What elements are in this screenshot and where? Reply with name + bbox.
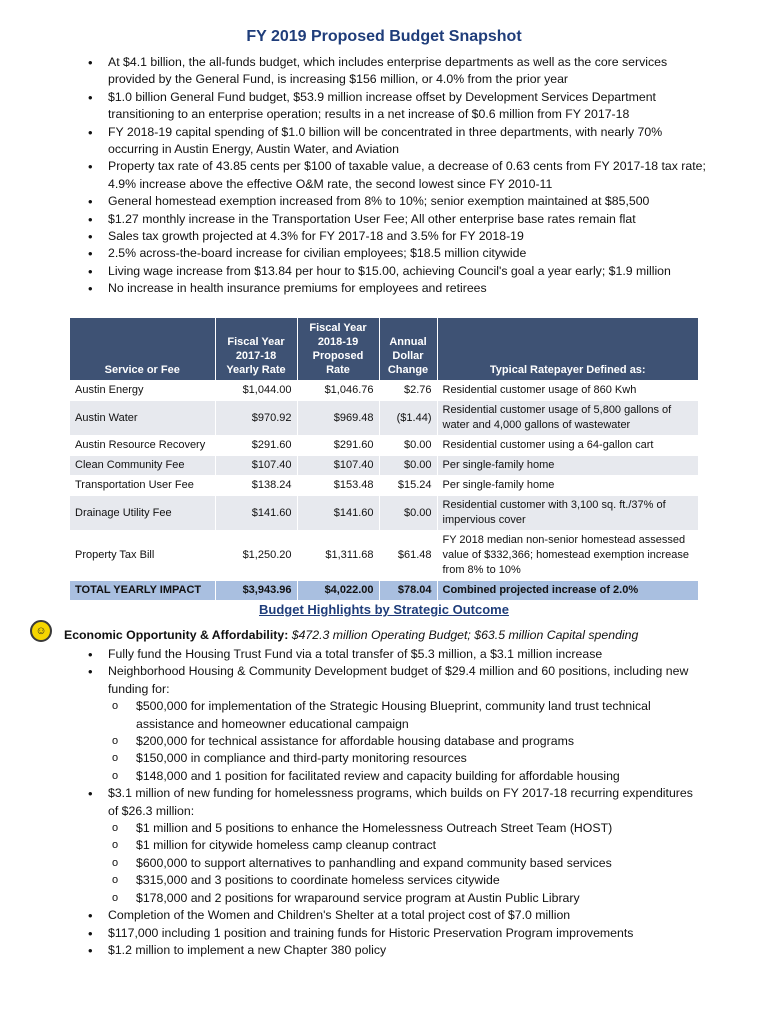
- sub-bullet: o $500,000 for implementation of the Strategic Housing Blueprint, community land trust technical assistance and homeowner educational campaign: [112, 698, 706, 733]
- cell-total-fy18: $3,943.96: [215, 581, 297, 601]
- highlight-bullet: • Completion of the Women and Children's Shelter at a total project cost of $7.0 million: [86, 907, 706, 924]
- summary-bullet: • At $4.1 billion, the all-funds budget, which includes enterprise departments as well as the core services provided by the General Fund, is increasing $156 million, or 4.0% from the prior year: [86, 54, 706, 89]
- cell-change: ($1.44): [379, 401, 437, 436]
- header-fy19: Fiscal Year 2018-19 Proposed Rate: [297, 318, 379, 381]
- highlight-bullet-housing: [86, 663, 706, 785]
- cell-fy19: $1,311.68: [297, 531, 379, 581]
- section-heading: [64, 628, 638, 642]
- cell-ratepayer: Per single-family home: [437, 456, 698, 476]
- cell-service: Transportation User Fee: [70, 476, 215, 496]
- section-detail: $472.3 million Operating Budget; $63.5 million Capital spending: [291, 628, 639, 642]
- summary-bullet-list: [86, 54, 706, 298]
- summary-bullet: • Sales tax growth projected at 4.3% for FY 2017-18 and 3.5% for FY 2018-19: [86, 228, 706, 245]
- sub-bullet: o $315,000 and 3 positions to coordinate homeless services citywide: [112, 872, 706, 889]
- cell-fy18: $138.24: [215, 476, 297, 496]
- badge-glyph: ☺: [35, 624, 47, 637]
- cell-change: $61.48: [379, 531, 437, 581]
- cell-change: $0.00: [379, 456, 437, 476]
- header-fy18: Fiscal Year 2017-18 Yearly Rate: [215, 318, 297, 381]
- highlights-list: [86, 646, 706, 959]
- housing-sub-list: [112, 698, 706, 785]
- sub-bullet: o $1 million and 5 positions to enhance the Homelessness Outreach Street Team (HOST): [112, 820, 706, 837]
- highlight-bullet: • Fully fund the Housing Trust Fund via a total transfer of $5.3 million, a $3.1 million increase: [86, 646, 706, 663]
- section-name: Economic Opportunity & Affordability:: [64, 628, 289, 642]
- sub-bullet: o $600,000 to support alternatives to panhandling and expand community based services: [112, 855, 706, 872]
- table-row: [70, 476, 698, 496]
- cell-fy18: $1,250.20: [215, 531, 297, 581]
- page-title: FY 2019 Proposed Budget Snapshot: [246, 28, 522, 45]
- highlight-text: Neighborhood Housing & Community Development budget of $29.4 million and 60 positions, including new funding for:: [108, 664, 689, 696]
- cell-fy19: $153.48: [297, 476, 379, 496]
- summary-bullet: • Living wage increase from $13.84 per hour to $15.00, achieving Council's goal a year early; $1.9 million: [86, 263, 706, 280]
- table-row: [70, 381, 698, 401]
- summary-bullet: • $1.0 billion General Fund budget, $53.9 million increase offset by Development Services Department transitioning to an enterprise operation; results in a net increase of $0.6 million from FY 2017-18: [86, 89, 706, 124]
- table-header-row: [70, 318, 698, 381]
- sub-bullet: o $178,000 and 2 positions for wraparound service program at Austin Public Library: [112, 890, 706, 907]
- cell-fy19: $107.40: [297, 456, 379, 476]
- highlight-bullet: • $1.2 million to implement a new Chapter 380 policy: [86, 942, 706, 959]
- cell-total-label: TOTAL YEARLY IMPACT: [70, 581, 215, 601]
- highlight-text: $3.1 million of new funding for homelessness programs, which builds on FY 2017-18 recurring expenditures of $26.3 million:: [108, 786, 693, 818]
- sub-bullet: o $148,000 and 1 position for facilitated review and capacity building for affordable housing: [112, 768, 706, 785]
- cell-total-change: $78.04: [379, 581, 437, 601]
- cell-fy18: $291.60: [215, 436, 297, 456]
- highlight-bullet: • $117,000 including 1 position and training funds for Historic Preservation Program improvements: [86, 925, 706, 942]
- sub-bullet: o $150,000 in compliance and third-party monitoring resources: [112, 750, 706, 767]
- table-total-row: [70, 581, 698, 601]
- cell-fy18: $107.40: [215, 456, 297, 476]
- table-row: [70, 531, 698, 581]
- header-change: Annual Dollar Change: [379, 318, 437, 381]
- table-row: [70, 436, 698, 456]
- cell-ratepayer: Residential customer usage of 860 Kwh: [437, 381, 698, 401]
- cell-service: Austin Energy: [70, 381, 215, 401]
- cell-ratepayer: FY 2018 median non-senior homestead assessed value of $332,366; homestead exemption increase from 8% to 10%: [437, 531, 698, 581]
- header-service: Service or Fee: [70, 318, 215, 381]
- table-row: [70, 496, 698, 531]
- cell-ratepayer: Per single-family home: [437, 476, 698, 496]
- cell-service: Clean Community Fee: [70, 456, 215, 476]
- summary-bullet: • General homestead exemption increased from 8% to 10%; senior exemption maintained at $85,500: [86, 193, 706, 210]
- summary-bullet: • 2.5% across-the-board increase for civilian employees; $18.5 million citywide: [86, 245, 706, 262]
- cell-service: Drainage Utility Fee: [70, 496, 215, 531]
- economic-opportunity-badge-icon: [30, 620, 52, 642]
- sub-bullet: o $200,000 for technical assistance for affordable housing database and programs: [112, 733, 706, 750]
- cell-change: $0.00: [379, 496, 437, 531]
- cell-ratepayer: Residential customer usage of 5,800 gallons of water and 4,000 gallons of wastewater: [437, 401, 698, 436]
- cell-total-fy19: $4,022.00: [297, 581, 379, 601]
- table-row: [70, 401, 698, 436]
- cell-fy19: $969.48: [297, 401, 379, 436]
- homelessness-sub-list: [112, 820, 706, 907]
- cell-change: $0.00: [379, 436, 437, 456]
- summary-bullet: • $1.27 monthly increase in the Transportation User Fee; All other enterprise base rates remain flat: [86, 211, 706, 228]
- cell-service: Austin Resource Recovery: [70, 436, 215, 456]
- cell-ratepayer: Residential customer using a 64-gallon cart: [437, 436, 698, 456]
- cell-change: $2.76: [379, 381, 437, 401]
- cell-fy19: $291.60: [297, 436, 379, 456]
- cell-fy19: $1,046.76: [297, 381, 379, 401]
- summary-bullet: • FY 2018-19 capital spending of $1.0 billion will be concentrated in three departments, with nearly 70% occurring in Austin Energy, Austin Water, and Aviation: [86, 124, 706, 159]
- highlights-heading: Budget Highlights by Strategic Outcome: [259, 602, 509, 617]
- sub-bullet: o $1 million for citywide homeless camp cleanup contract: [112, 837, 706, 854]
- cell-service: Austin Water: [70, 401, 215, 436]
- summary-bullet: • No increase in health insurance premiums for employees and retirees: [86, 280, 706, 297]
- rate-impact-table: [70, 318, 698, 600]
- cell-fy18: $1,044.00: [215, 381, 297, 401]
- cell-fy18: $970.92: [215, 401, 297, 436]
- cell-change: $15.24: [379, 476, 437, 496]
- cell-total-desc: Combined projected increase of 2.0%: [437, 581, 698, 601]
- highlight-bullet-homelessness: [86, 785, 706, 907]
- cell-ratepayer: Residential customer with 3,100 sq. ft./37% of impervious cover: [437, 496, 698, 531]
- summary-bullet: • Property tax rate of 43.85 cents per $100 of taxable value, a decrease of 0.63 cents from FY 2017-18 tax rate; 4.9% increase above the effective O&M rate, the second lowest since FY 2010-11: [86, 158, 706, 193]
- cell-fy19: $141.60: [297, 496, 379, 531]
- header-ratepayer: Typical Ratepayer Defined as:: [437, 318, 698, 381]
- table-row: [70, 456, 698, 476]
- cell-service: Property Tax Bill: [70, 531, 215, 581]
- cell-fy18: $141.60: [215, 496, 297, 531]
